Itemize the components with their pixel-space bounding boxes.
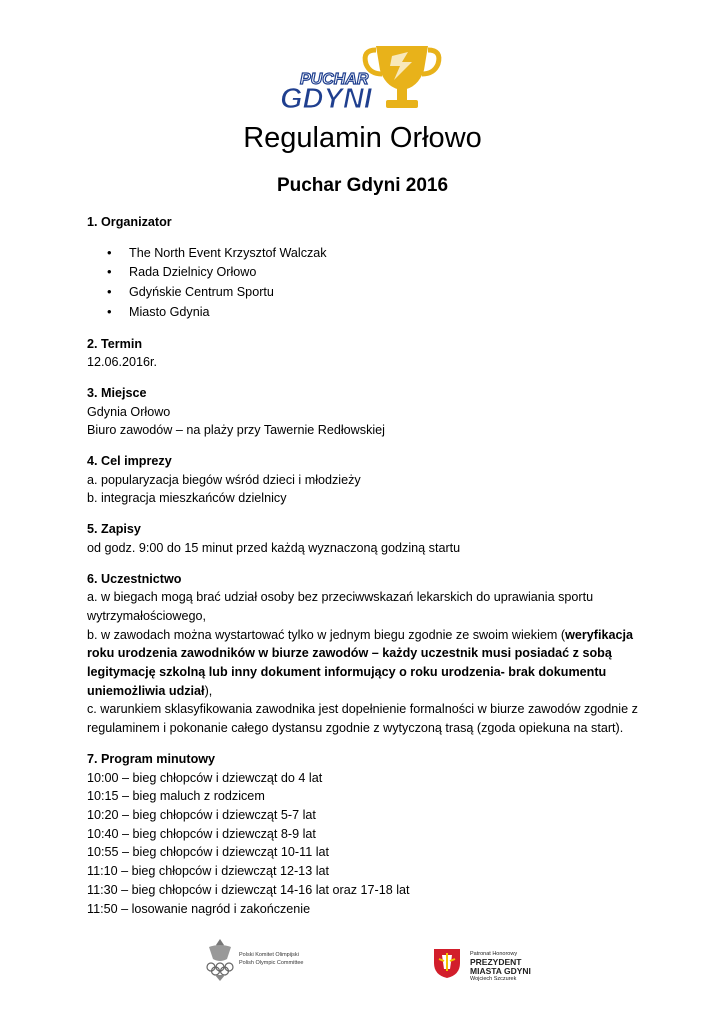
puchar-gdyni-logo: [278, 40, 448, 114]
section-heading: 6. Uczestnictwo: [87, 571, 182, 586]
list-item: • Gdyńskie Centrum Sportu: [129, 283, 647, 302]
section-goal: [87, 452, 647, 508]
logo-text-puchar: PUCHAR: [300, 71, 369, 88]
schedule-item: 10:00 – bieg chłopców i dziewcząt do 4 lat: [87, 770, 323, 785]
goal-line: a. popularyzacja biegów wśród dzieci i młodzieży: [87, 472, 361, 487]
page-title: Regulamin Orłowo: [243, 122, 482, 154]
schedule-item: 10:55 – bieg chłopców i dziewcząt 10-11 lat: [87, 845, 329, 860]
section-schedule: [87, 750, 647, 918]
patronage-text: [470, 951, 531, 982]
olympic-eagle-icon: [203, 937, 237, 981]
place-line: Gdynia Orłowo: [87, 404, 171, 419]
participation-point-a: a. w biegach mogą brać udział osoby bez przeciwwskazań lekarskich do uprawiania sportu wytrzymałościowego,: [87, 590, 594, 623]
regulations-content: [87, 213, 647, 918]
point-b-text: b. w zawodach można wystartować tylko w jednym biegu zgodnie ze swoim wiekiem (: [87, 627, 566, 642]
place-line: Biuro zawodów – na plaży przy Tawernie Redłowskiej: [87, 423, 385, 438]
section-organizer: [87, 213, 647, 322]
list-item: • The North Event Krzysztof Walczak: [129, 244, 647, 263]
section-place: [87, 384, 647, 440]
section-registration: [87, 520, 647, 557]
section-heading: 7. Program minutowy: [87, 751, 216, 766]
pkol-line: Polski Komitet Olimpijski: [239, 952, 299, 958]
section-date: [87, 335, 647, 372]
goal-line: b. integracja mieszkańców dzielnicy: [87, 491, 287, 506]
registration-line: od godz. 9:00 do 15 minut przed każdą wyznaczoną godziną startu: [87, 540, 461, 555]
pkol-logo: [203, 937, 318, 981]
section-heading: 2. Termin: [87, 336, 143, 351]
point-b-end: ),: [204, 683, 213, 698]
point-b-bold-text: weryfikacja roku urodzenia zawodników w biurze zawodów – każdy uczestnik musi posiadać z sobą legitymację szkolną lub inny dokument informujący o roku urodzenia- brak dokumentu uniemożliwia udział: [87, 627, 633, 698]
section-participation: [87, 570, 647, 738]
section-heading: 4. Cel imprezy: [87, 454, 172, 469]
patronage-line: PREZYDENT: [470, 956, 522, 967]
schedule-item: 10:40 – bieg chłopców i dziewcząt 8-9 lat: [87, 826, 316, 841]
list-item: • Rada Dzielnicy Orłowo: [129, 263, 647, 282]
section-heading: 5. Zapisy: [87, 522, 141, 537]
logo-text-gdyni: GDYNI: [280, 83, 372, 114]
patronage-line: MIASTA GDYNI: [470, 965, 531, 976]
section-heading: 3. Miejsce: [87, 385, 147, 400]
list-item: • Miasto Gdynia: [129, 303, 647, 322]
patronage-line: Patronat Honorowy: [470, 951, 518, 957]
section-heading: 1. Organizator: [87, 215, 172, 229]
schedule-item: 11:10 – bieg chłopców i dziewcząt 12-13 lat: [87, 864, 329, 879]
gdynia-crest-icon: [430, 947, 464, 979]
pkol-text: [239, 951, 304, 967]
participation-point-c: c. warunkiem sklasyfikowania zawodnika jest dopełnienie formalności w biurze zawodów zgodnie z regulaminem i pokonanie całego dystansu zgodnie z wytyczoną trasą (zgoda opiekuna na start).: [87, 702, 638, 736]
schedule-item: 11:30 – bieg chłopców i dziewcząt 14-16 lat oraz 17-18 lat: [87, 882, 410, 897]
schedule-item: 10:15 – bieg maluch z rodzicem: [87, 789, 265, 804]
organizer-list: [87, 244, 647, 322]
schedule-item: 10:20 – bieg chłopców i dziewcząt 5-7 lat: [87, 807, 316, 822]
participation-point-b: [87, 626, 647, 701]
page-subtitle: Puchar Gdyni 2016: [276, 175, 449, 196]
schedule-item: 11:50 – losowanie nagród i zakończenie: [87, 901, 311, 916]
patronage-line: Wojciech Szczurek: [470, 975, 517, 982]
date-value: 12.06.2016r.: [87, 355, 158, 370]
patronage-logo: [430, 947, 531, 982]
pkol-line: Polish Olympic Committee: [239, 960, 304, 966]
